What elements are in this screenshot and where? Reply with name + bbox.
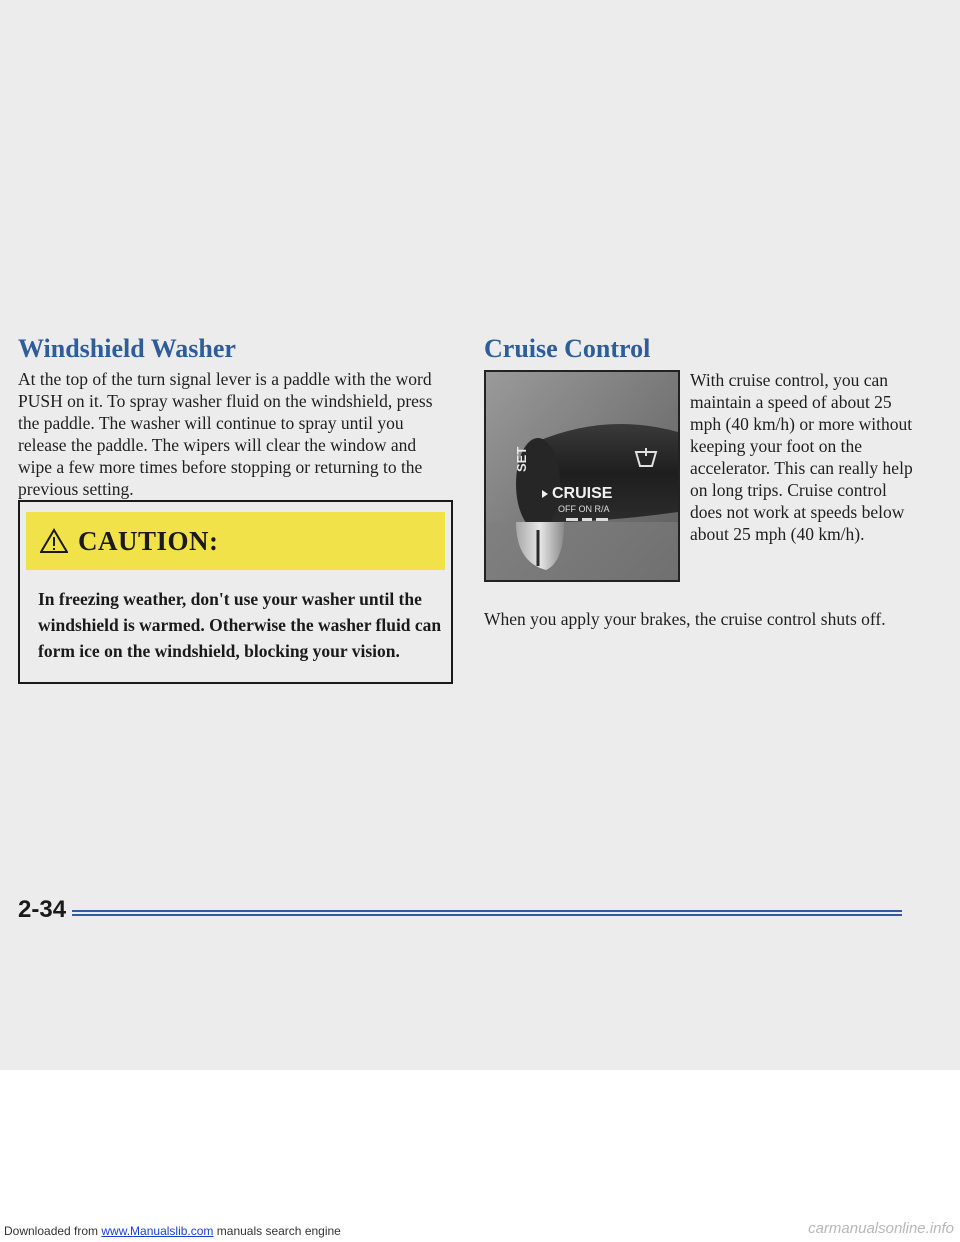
manualslib-link[interactable]: www.Manualslib.com: [101, 1224, 214, 1238]
cruise-control-brakes-paragraph: When you apply your brakes, the cruise control shuts off.: [484, 609, 886, 629]
cruise-control-heading: Cruise Control: [484, 334, 651, 363]
cruise-lever-illustration: [486, 372, 678, 580]
windshield-washer-heading: Windshield Washer: [18, 334, 236, 363]
windshield-washer-paragraph: At the top of the turn signal lever is a paddle with the word PUSH on it. To spray washer fluid on the windshield, press the paddle. The washer will continue to spray until you release the paddle. The wipers will clear the window and wipe a few more times before stopping or returning to the previous setting.: [18, 369, 433, 499]
download-prefix: Downloaded from: [4, 1224, 102, 1238]
page-number: 2-34: [18, 896, 67, 923]
caution-text: In freezing weather, don't use your washer until the windshield is warmed. Otherwise the washer fluid can form ice on the windshield, blocking your vision.: [38, 589, 442, 661]
download-suffix: manuals search engine: [213, 1224, 341, 1238]
cruise-control-paragraph: With cruise control, you can maintain a speed of about 25 mph (40 km/h) or more without keeping your foot on the accelerator. This can really help on long trips. Cruise control does not work at speeds below about 25 mph (40 km/h).: [690, 370, 913, 544]
caution-box: [18, 500, 453, 684]
caution-label: CAUTION:: [78, 525, 219, 556]
lever-mode-labels: OFF ON R/A: [558, 504, 610, 514]
download-note: [4, 1224, 341, 1238]
footer-rule: [72, 910, 902, 916]
lever-set-label: SET: [514, 446, 529, 472]
warning-triangle-icon: [40, 528, 68, 554]
watermark: carmanualsonline.info: [808, 1220, 954, 1237]
caution-banner: [26, 512, 445, 570]
lever-cruise-label: CRUISE: [552, 485, 613, 502]
cruise-control-lever-photo: [484, 370, 680, 582]
page-footer-area: [0, 1070, 960, 1242]
